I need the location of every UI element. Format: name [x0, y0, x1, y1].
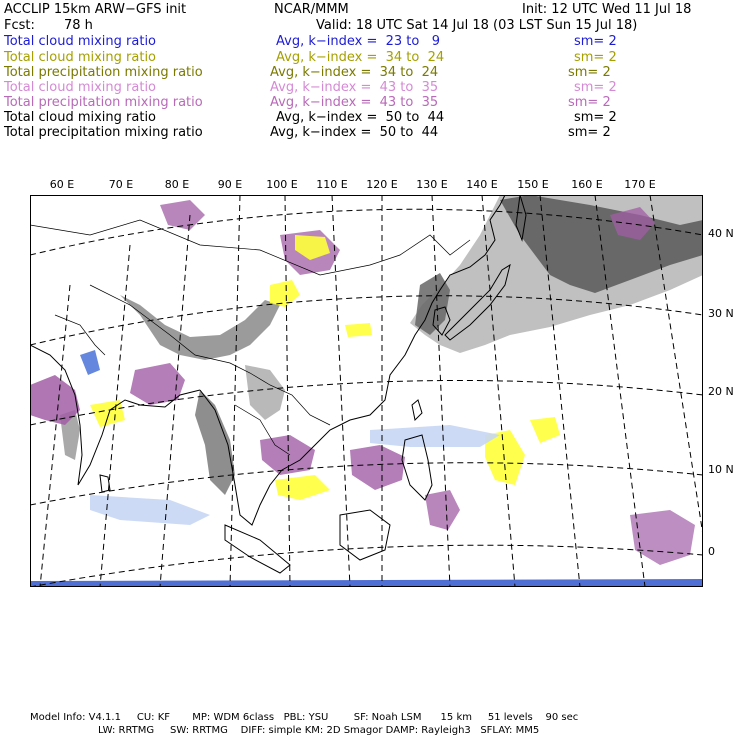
lon-label: 110 E — [316, 178, 348, 191]
field-name: Total cloud mixing ratio — [4, 34, 157, 49]
lat-label: 10 N — [708, 463, 734, 476]
lon-label: 170 E — [624, 178, 656, 191]
field-name: Total cloud mixing ratio — [4, 110, 157, 125]
field-smoothing: sm= 2 — [568, 65, 611, 80]
field-name: Total cloud mixing ratio — [4, 80, 157, 95]
forecast-map — [30, 195, 703, 587]
field-smoothing: sm= 2 — [568, 125, 611, 140]
forecast-hour: 78 h — [64, 18, 93, 33]
field-name: Total precipitation mixing ratio — [4, 95, 203, 110]
lon-label: 120 E — [366, 178, 398, 191]
field-desc: Avg, k−index = 43 to 35 — [270, 95, 439, 110]
field-desc: Avg, k−index = 34 to 24 — [276, 50, 445, 65]
field-name: Total precipitation mixing ratio — [4, 65, 203, 80]
lat-label: 20 N — [708, 385, 734, 398]
cloud-field-yellow — [345, 323, 372, 337]
model-title: ACCLIP 15km ARW−GFS init — [4, 2, 187, 17]
lat-label: 0 — [708, 545, 715, 558]
field-name: Total cloud mixing ratio — [4, 50, 157, 65]
lat-label: 40 N — [708, 227, 734, 240]
field-smoothing: sm= 2 — [574, 110, 617, 125]
lon-label: 100 E — [266, 178, 298, 191]
valid-time: Valid: 18 UTC Sat 14 Jul 18 (03 LST Sun 15 Jul 18) — [316, 18, 638, 33]
field-smoothing: sm= 2 — [574, 34, 617, 49]
field-desc: Avg, k−index = 50 to 44 — [270, 125, 439, 140]
field-smoothing: sm= 2 — [574, 80, 617, 95]
institution-label: NCAR/MMM — [274, 2, 349, 17]
field-desc: Avg, k−index = 34 to 24 — [270, 65, 439, 80]
field-smoothing: sm= 2 — [574, 50, 617, 65]
physics-info-line: LW: RRTMG SW: RRTMG DIFF: simple KM: 2D Smagor DAMP: Rayleigh3 SFLAY: MM5 — [98, 725, 540, 736]
init-time: Init: 12 UTC Wed 11 Jul 18 — [522, 2, 692, 17]
field-name: Total precipitation mixing ratio — [4, 125, 203, 140]
field-smoothing: sm= 2 — [568, 95, 611, 110]
lon-label: 90 E — [217, 178, 243, 191]
forecast-label: Fcst: — [4, 18, 35, 33]
field-desc: Avg, k−index = 50 to 44 — [276, 110, 445, 125]
field-desc: Avg, k−index = 43 to 35 — [270, 80, 439, 95]
lon-label: 130 E — [416, 178, 448, 191]
lon-label: 70 E — [108, 178, 134, 191]
lon-label: 150 E — [517, 178, 549, 191]
lat-label: 30 N — [708, 307, 734, 320]
lon-label: 60 E — [49, 178, 75, 191]
model-info-line: Model Info: V4.1.1 CU: KF MP: WDM 6class PBL: YSU SF: Noah LSM 15 km 51 levels 90 sec — [30, 712, 579, 723]
lon-label: 140 E — [466, 178, 498, 191]
lon-label: 80 E — [164, 178, 190, 191]
field-desc: Avg, k−index = 23 to 9 — [276, 34, 441, 49]
lon-label: 160 E — [571, 178, 603, 191]
